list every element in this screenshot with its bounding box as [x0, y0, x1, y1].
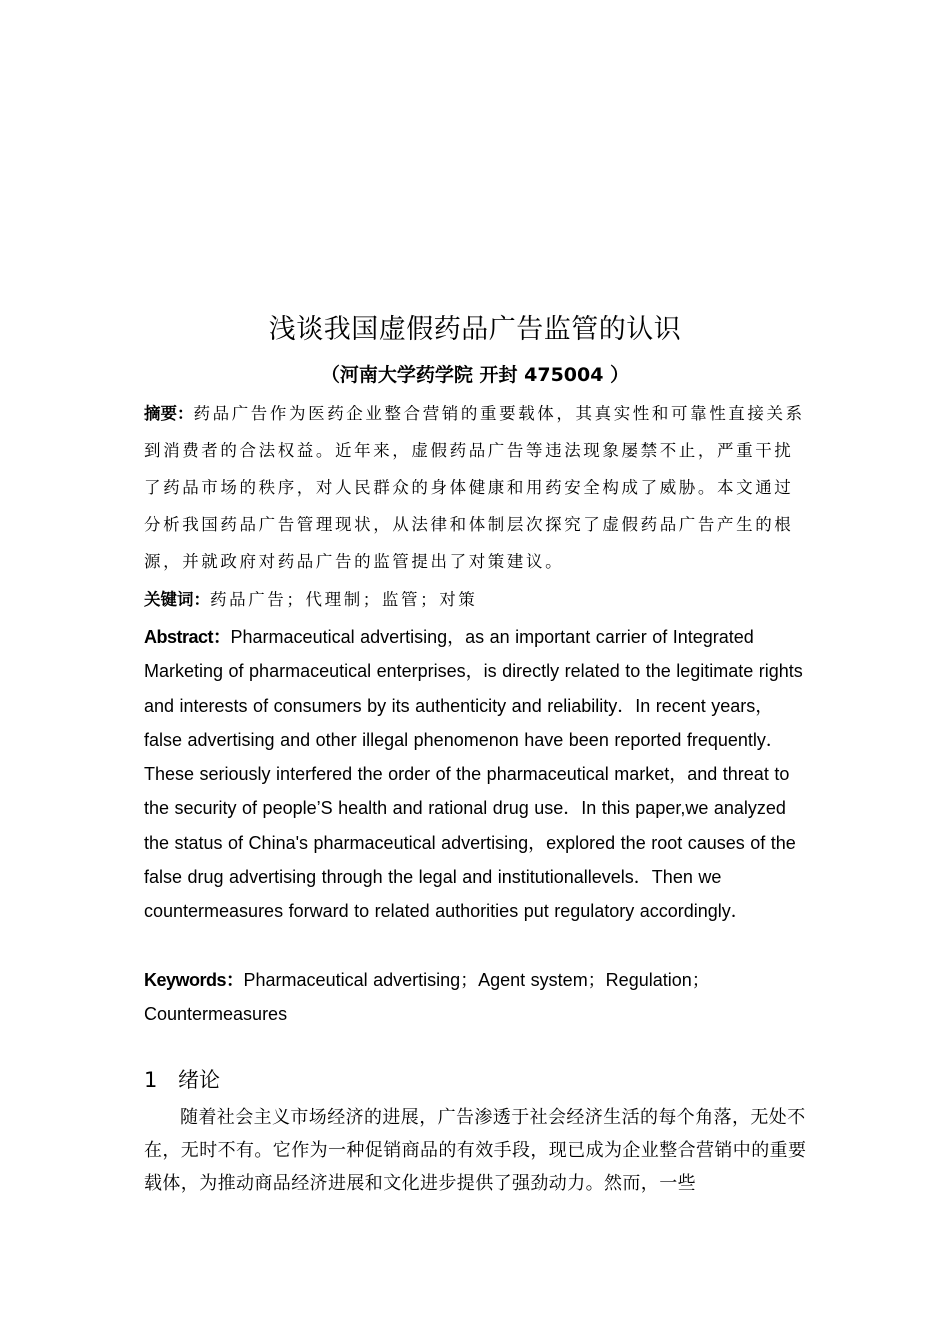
english-keywords-label: Keywords： [144, 970, 244, 990]
english-keywords [144, 963, 808, 1032]
english-abstract-label: Abstract： [144, 627, 231, 647]
english-abstract [144, 620, 808, 929]
section-title: 绪论 [178, 1068, 220, 1092]
chinese-keywords-text: 药品广告；代理制；监管；对策 [210, 590, 478, 609]
chinese-abstract-label: 摘要： [144, 404, 194, 423]
section-paragraph: 随着社会主义市场经济的进展，广告渗透于社会经济生活的每个角落，无处不在，无时不有。它作为一种促销商品的有效手段，现已成为企业整合营销中的重要载体，为推动商品经济进展和文化进步提供了强劲动力。然而，一些 [144, 1107, 807, 1194]
chinese-keywords [144, 581, 806, 618]
english-keywords-text: Pharmaceutical advertising；Agent system；Regulation；Countermeasures [144, 970, 710, 1025]
section-heading [144, 1062, 220, 1098]
english-abstract-text: Pharmaceutical advertising，as an important carrier of Integrated Marketing of pharmaceutical enterprises，is directly related to the legitimate rights and interests of consumers by its authenticity and reliability．In recent years，false advertising and other illegal phenomenon have been reported frequently．These seriously interfered the order of the pharmaceutical market，and threat to the security of people’S health and rational drug use．In this paper,we analyzed the status of China's pharmaceutical advertising，explored the root causes of the false drug advertising through the legal and institutionallevels．Then we countermeasures forward to related authorities put regulatory accordingly． [144, 627, 803, 922]
paper-title: 浅谈我国虚假药品广告监管的认识 [268, 314, 682, 345]
chinese-abstract-text: 药品广告作为医药企业整合营销的重要载体，其真实性和可靠性直接关系到消费者的合法权益。近年来，虚假药品广告等违法现象屡禁不止，严重干扰了药品市场的秩序，对人民群众的身体健康和用药安全构成了威胁。本文通过分析我国药品广告管理现状，从法律和体制层次探究了虚假药品广告产生的根源，并就政府对药品广告的监管提出了对策建议。 [144, 404, 805, 571]
section-number: 1 [144, 1068, 158, 1092]
chinese-keywords-label: 关键词： [144, 590, 210, 609]
chinese-abstract [144, 395, 806, 580]
author-affiliation: （河南大学药学院 开封 475004 ） [320, 364, 630, 386]
